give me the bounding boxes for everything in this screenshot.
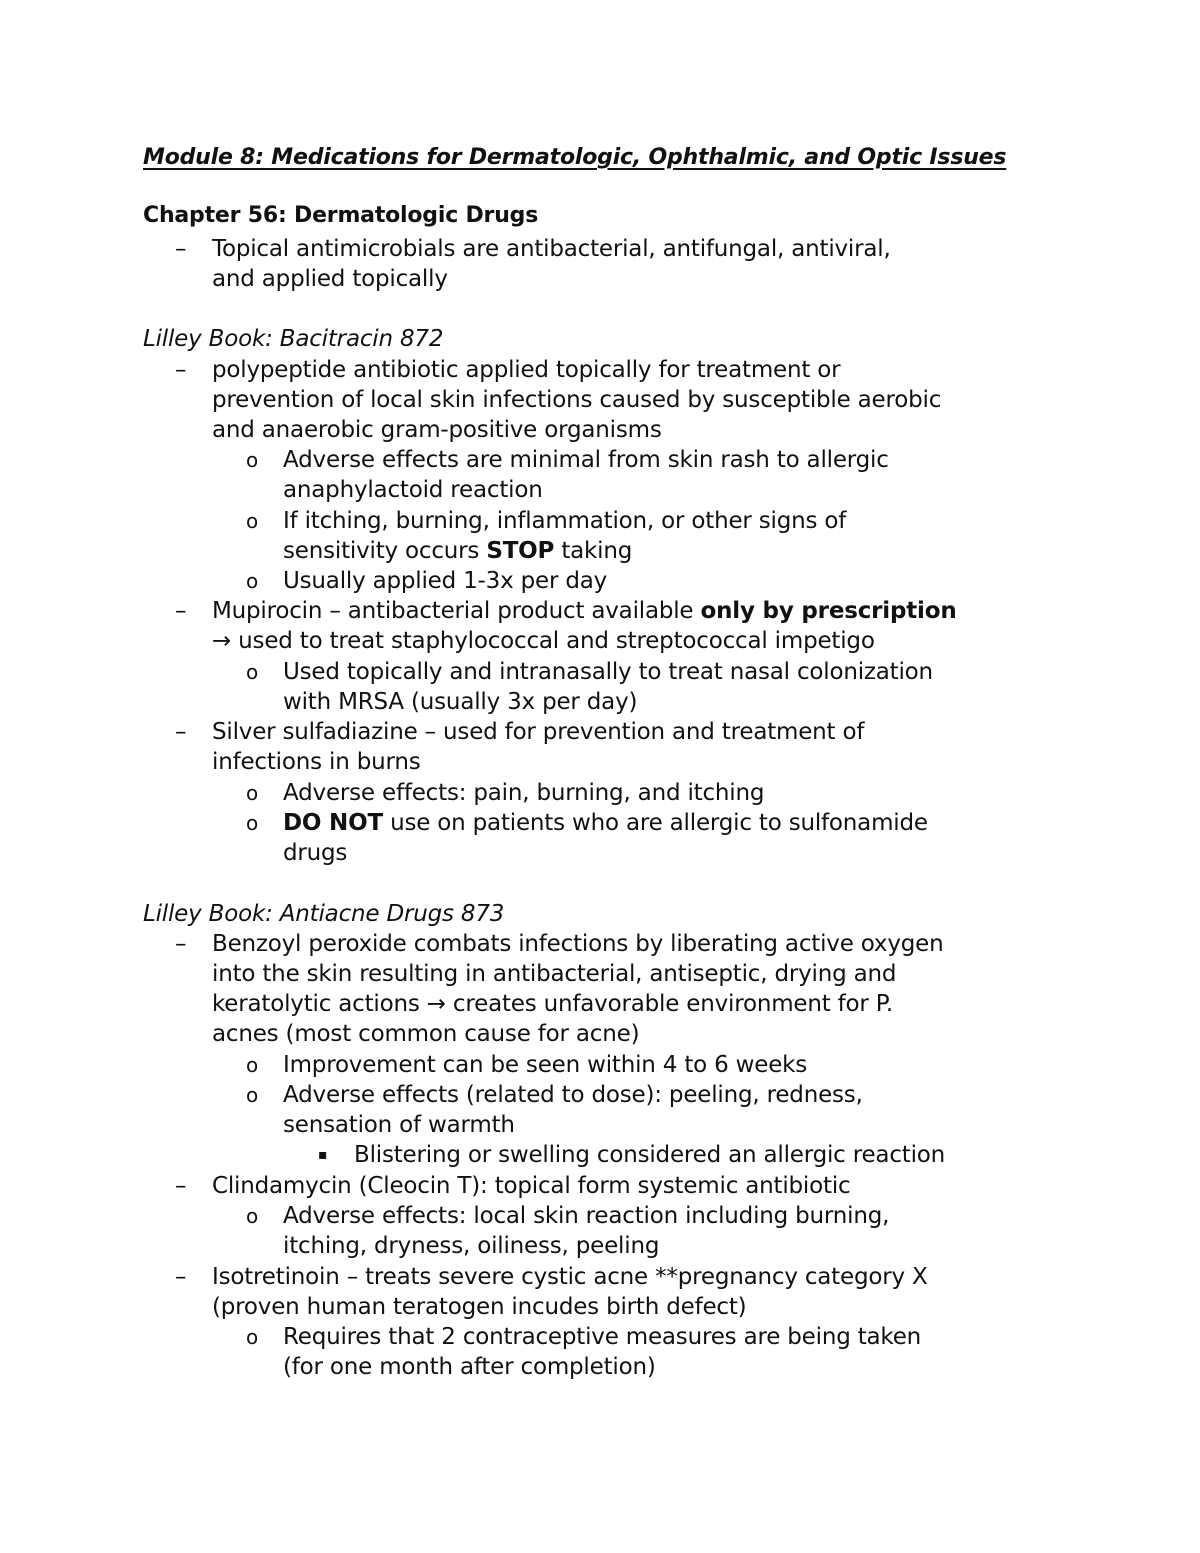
mupirocin-line-2: → used to treat staphylococcal and streptococcal impetigo <box>212 628 875 654</box>
isotretinoin-line-1: Isotretinoin – treats severe cystic acne **pregnancy category X <box>212 1264 928 1290</box>
silver-line-1: Silver sulfadiazine – used for prevention and treatment of <box>212 719 865 745</box>
bacitracin-line-2: prevention of local skin infections caused by susceptible aerobic <box>212 387 942 413</box>
bullet-circle-marker: o <box>246 569 259 593</box>
bullet-dash-marker: – <box>175 236 187 262</box>
silver-line-2: infections in burns <box>212 749 421 775</box>
text-span: use on patients who are allergic to sulfonamide <box>382 810 928 836</box>
section-heading-antiacne: Lilley Book: Antiacne Drugs 873 <box>143 901 505 927</box>
benzoyl-line-2: into the skin resulting in antibacterial, antiseptic, drying and <box>212 961 897 987</box>
emphasis-prescription: only by prescription <box>700 598 957 624</box>
clindamycin-sub-1-line-2: itching, dryness, oiliness, peeling <box>283 1233 660 1259</box>
bullet-dash-marker: – <box>175 719 187 745</box>
bacitracin-line-3: and anaerobic gram-positive organisms <box>212 417 662 443</box>
benzoyl-sub-2-tertiary: Blistering or swelling considered an allergic reaction <box>354 1142 946 1168</box>
silver-sub-1: Adverse effects: pain, burning, and itching <box>283 780 765 806</box>
chapter-heading: Chapter 56: Dermatologic Drugs <box>143 203 539 228</box>
bullet-circle-marker: o <box>246 660 259 684</box>
bullet-dash-marker: – <box>175 1264 187 1290</box>
silver-sub-2-line-1 <box>283 808 928 838</box>
bacitracin-sub-2-line-2 <box>283 536 632 566</box>
bullet-square-marker: ▪ <box>318 1147 328 1163</box>
isotretinoin-sub-1-line-2: (for one month after completion) <box>283 1354 656 1380</box>
bullet-circle-marker: o <box>246 811 259 835</box>
emphasis-stop: STOP <box>486 538 555 564</box>
bullet-circle-marker: o <box>246 781 259 805</box>
benzoyl-line-3: keratolytic actions → creates unfavorable environment for P. <box>212 991 893 1017</box>
bacitracin-sub-2-line-1: If itching, burning, inflammation, or other signs of <box>283 508 847 534</box>
bacitracin-line-1: polypeptide antibiotic applied topically for treatment or <box>212 357 841 383</box>
bacitracin-sub-3: Usually applied 1-3x per day <box>283 568 608 594</box>
bullet-circle-marker: o <box>246 509 259 533</box>
benzoyl-sub-2-line-1: Adverse effects (related to dose): peeling, redness, <box>283 1082 863 1108</box>
section-heading-bacitracin: Lilley Book: Bacitracin 872 <box>143 326 444 352</box>
isotretinoin-line-2: (proven human teratogen incudes birth defect) <box>212 1294 747 1320</box>
isotretinoin-sub-1-line-1: Requires that 2 contraceptive measures are being taken <box>283 1324 922 1350</box>
intro-line-1: Topical antimicrobials are antibacterial, antifungal, antiviral, <box>212 236 891 262</box>
text-span: taking <box>554 538 633 564</box>
text-span: Mupirocin – antibacterial product available <box>212 598 701 624</box>
bullet-dash-marker: – <box>175 598 187 624</box>
benzoyl-sub-1: Improvement can be seen within 4 to 6 weeks <box>283 1052 808 1078</box>
bullet-circle-marker: o <box>246 1083 259 1107</box>
mupirocin-sub-1-line-1: Used topically and intranasally to treat nasal colonization <box>283 659 933 685</box>
bullet-circle-marker: o <box>246 1204 259 1228</box>
mupirocin-sub-1-line-2: with MRSA (usually 3x per day) <box>283 689 638 715</box>
benzoyl-line-1: Benzoyl peroxide combats infections by liberating active oxygen <box>212 931 944 957</box>
page-title: Module 8: Medications for Dermatologic, Ophthalmic, and Optic Issues <box>143 145 1007 170</box>
bullet-dash-marker: – <box>175 357 187 383</box>
bullet-circle-marker: o <box>246 448 259 472</box>
bullet-circle-marker: o <box>246 1053 259 1077</box>
bullet-circle-marker: o <box>246 1325 259 1349</box>
silver-sub-2-line-2: drugs <box>283 840 348 866</box>
intro-line-2: and applied topically <box>212 266 448 292</box>
text-span: sensitivity occurs <box>283 538 487 564</box>
bacitracin-sub-1-line-1: Adverse effects are minimal from skin rash to allergic <box>283 447 889 473</box>
bacitracin-sub-1-line-2: anaphylactoid reaction <box>283 477 543 503</box>
bullet-dash-marker: – <box>175 931 187 957</box>
mupirocin-line-1 <box>212 596 957 626</box>
benzoyl-line-4: acnes (most common cause for acne) <box>212 1021 640 1047</box>
clindamycin-sub-1-line-1: Adverse effects: local skin reaction including burning, <box>283 1203 890 1229</box>
benzoyl-sub-2-line-2: sensation of warmth <box>283 1112 515 1138</box>
clindamycin-line-1: Clindamycin (Cleocin T): topical form systemic antibiotic <box>212 1173 851 1199</box>
emphasis-do-not: DO NOT <box>283 810 383 836</box>
bullet-dash-marker: – <box>175 1173 187 1199</box>
